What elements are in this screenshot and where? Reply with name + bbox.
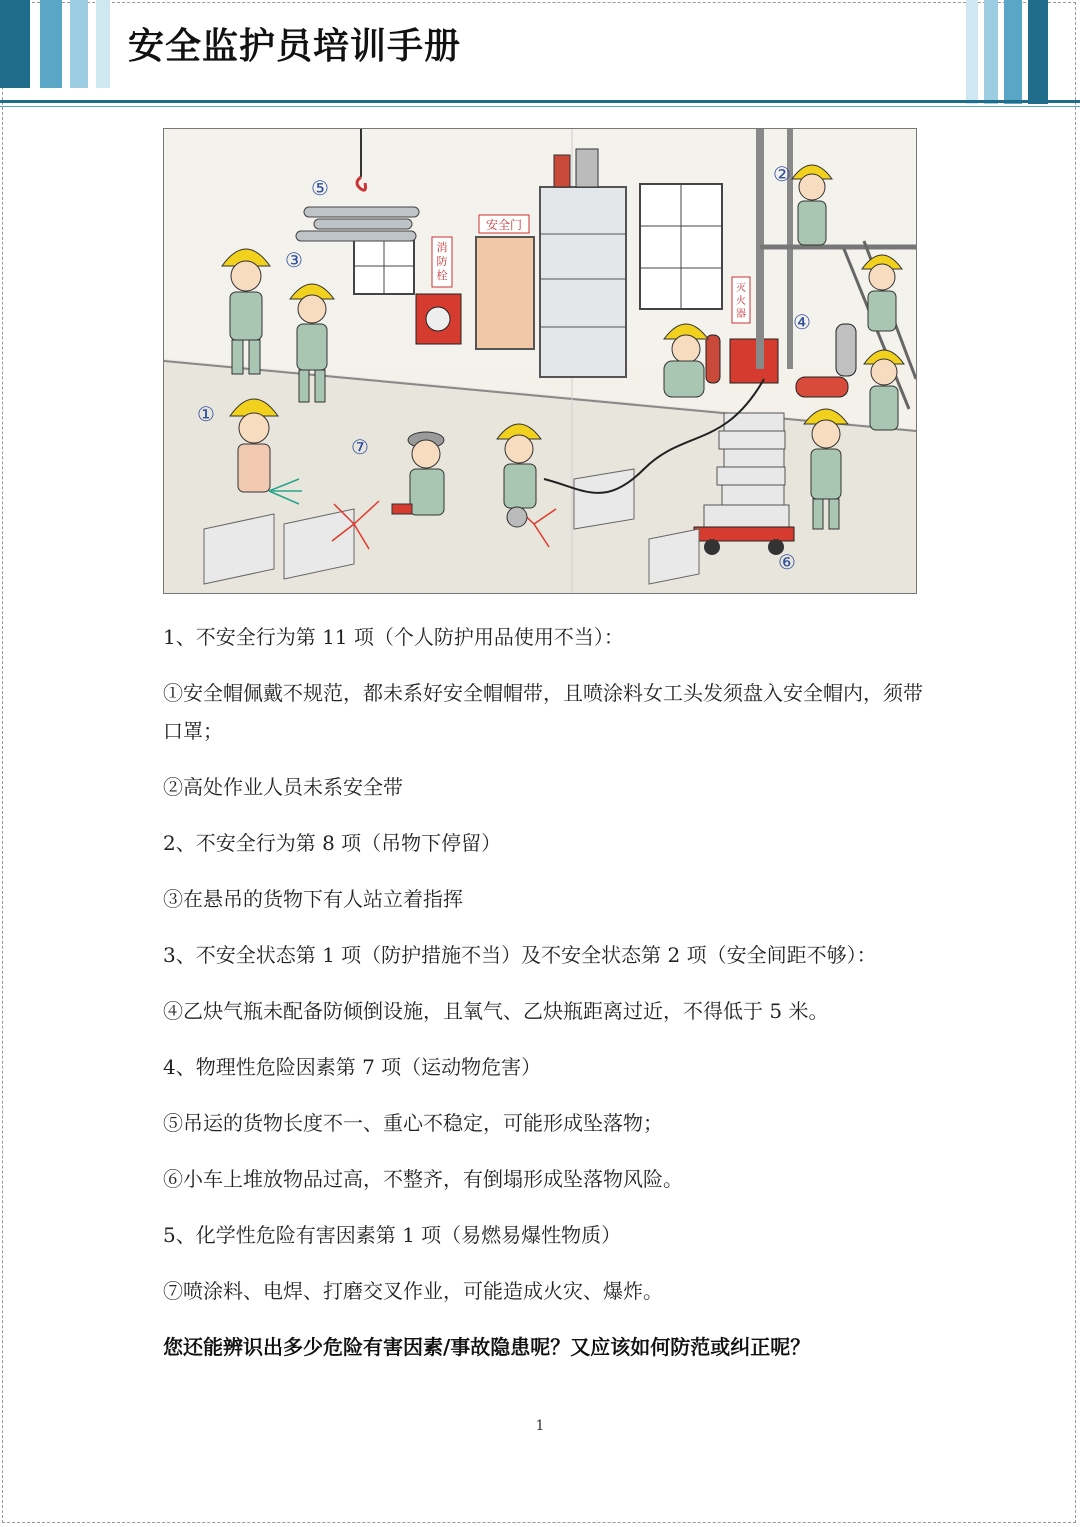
header-stripe — [984, 0, 998, 104]
header-stripe — [1028, 0, 1048, 104]
marker-3: ③ — [285, 248, 303, 272]
paragraph: 5、化学性危险有害因素第 1 项（易燃易爆性物质） — [163, 1223, 622, 1247]
hydrant-sign-text-2: 防 — [436, 255, 448, 268]
extinguisher — [706, 335, 720, 383]
document-title: 安全监护员培训手册 — [128, 26, 462, 67]
paint-can — [576, 149, 598, 187]
safety-door — [476, 237, 534, 349]
suspended-pipes — [296, 207, 419, 241]
hand-cart — [694, 527, 794, 541]
paragraph: ⑦喷涂料、电焊、打磨交叉作业，可能造成火灾、爆炸。 — [163, 1279, 663, 1303]
safety-door-sign-text: 安全门 — [485, 218, 523, 232]
hydrant-sign-text-3: 栓 — [436, 269, 448, 282]
illustration-svg — [164, 129, 916, 593]
extinguisher-sign-text-3: 器 — [736, 309, 746, 320]
header-rule-thick — [0, 100, 1080, 103]
paragraph: 1、不安全行为第 11 项（个人防护用品使用不当）： — [163, 625, 624, 649]
paragraph: 2、不安全行为第 8 项（吊物下停留） — [163, 831, 502, 855]
header-rule-thin — [0, 106, 1080, 107]
marker-6: ⑥ — [778, 550, 796, 574]
paragraph: ①安全帽佩戴不规范，都未系好安全帽帽带，且喷涂料女工头发须盘入安全帽内，须带口罩； — [163, 681, 923, 743]
marker-7: ⑦ — [351, 435, 369, 459]
header-stripe — [70, 0, 88, 88]
paragraph: 4、物理性危险因素第 7 项（运动物危害） — [163, 1055, 542, 1079]
page-number: 1 — [535, 1418, 545, 1434]
paragraph: ②高处作业人员未系安全带 — [163, 775, 403, 799]
header-stripe — [96, 0, 110, 88]
header-stripe — [1004, 0, 1022, 104]
extinguisher-sign-text-1: 灭 — [736, 283, 746, 294]
paragraph: ③在悬吊的货物下有人站立着指挥 — [163, 887, 463, 911]
marker-2: ② — [773, 162, 791, 186]
marker-1: ① — [197, 402, 215, 426]
paragraph: ④乙炔气瓶未配备防倾倒设施，且氧气、乙炔瓶距离过近，不得低于 5 米。 — [163, 999, 829, 1023]
hydrant-sign-text-1: 消 — [436, 241, 448, 254]
marker-4: ④ — [793, 310, 811, 334]
worker — [792, 165, 832, 245]
header-stripe — [40, 0, 62, 88]
cart-wheel — [704, 539, 720, 555]
header-stripe — [0, 0, 30, 88]
paragraph: 3、不安全状态第 1 项（防护措施不当）及不安全状态第 2 项（安全间距不够）： — [163, 943, 877, 967]
construction-safety-illustration — [163, 128, 917, 594]
acetylene-cylinder — [796, 377, 848, 397]
explanation-content — [163, 618, 933, 1384]
extinguisher-sign-text-2: 火 — [736, 296, 746, 307]
welding-machine — [730, 339, 778, 383]
closing-question: 您还能辨识出多少危险有害因素/事故隐患呢？又应该如何防范或纠正呢？ — [163, 1335, 811, 1359]
header-stripe — [966, 0, 978, 104]
oxygen-cylinder — [836, 324, 856, 376]
storage-shelf — [540, 187, 626, 377]
hose-reel — [426, 307, 450, 331]
page-header — [0, 0, 1080, 110]
paragraph: ⑤吊运的货物长度不一、重心不稳定，可能形成坠落物； — [163, 1111, 663, 1135]
paragraph: ⑥小车上堆放物品过高，不整齐，有倒塌形成坠落物风险。 — [163, 1167, 683, 1191]
paint-can — [554, 155, 570, 187]
worker — [864, 350, 904, 430]
marker-5: ⑤ — [311, 176, 329, 200]
